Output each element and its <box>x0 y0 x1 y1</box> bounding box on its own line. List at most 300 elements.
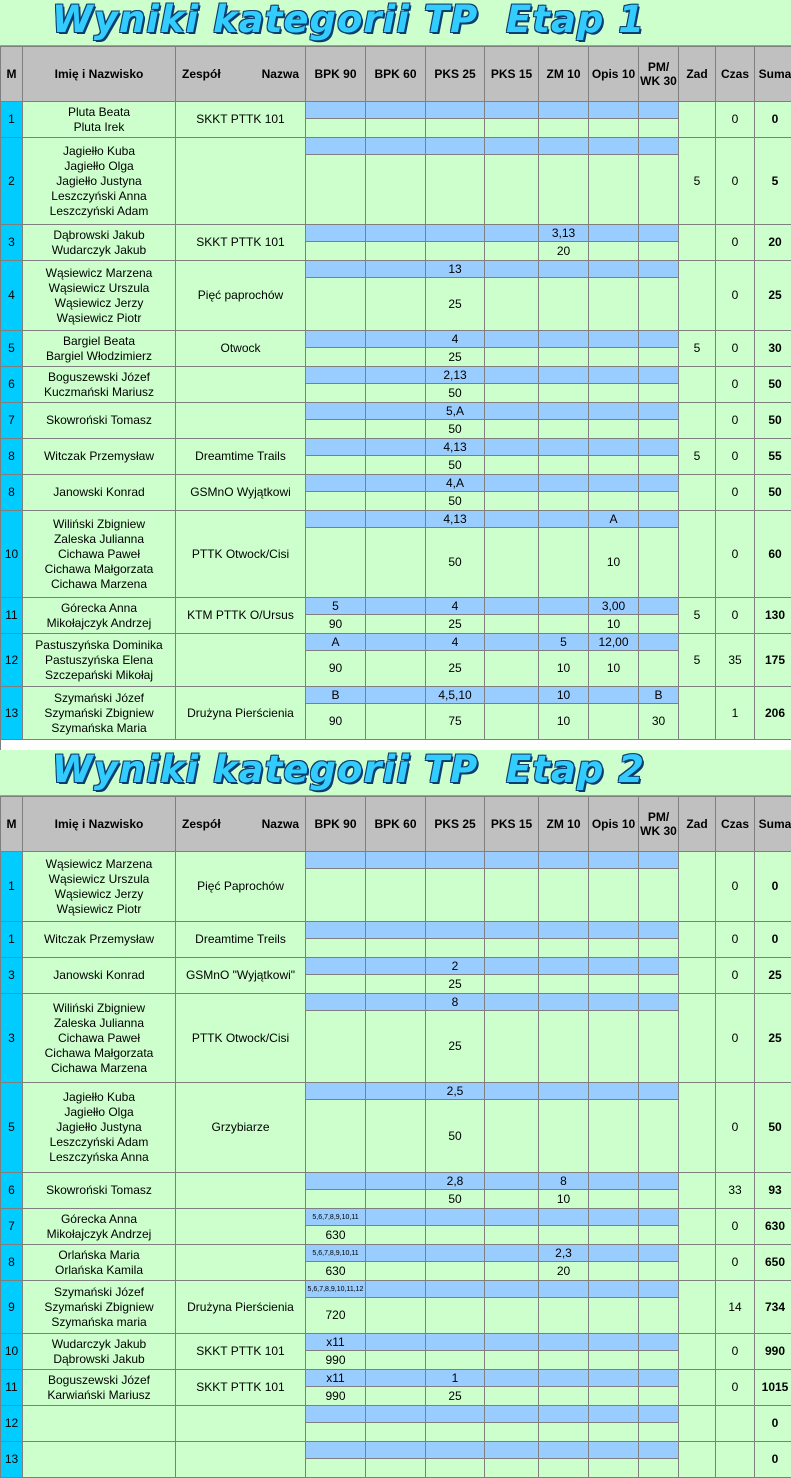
code-cell-opis10 <box>589 958 639 975</box>
points-cell-bpk90 <box>306 869 366 922</box>
points-cell-bpk90 <box>306 1011 366 1083</box>
suma-cell: 175 <box>755 634 791 687</box>
code-cell-pmwk30 <box>639 331 679 348</box>
team-cell <box>176 367 306 403</box>
team-cell: SKKT PTTK 101 <box>176 102 306 138</box>
points-cell-pmwk30 <box>639 1011 679 1083</box>
participant-name: Wąsiewicz Marzena <box>23 266 175 281</box>
code-cell-bpk60 <box>366 1209 426 1226</box>
names-cell <box>23 511 176 598</box>
participant-name: Leszczyński Adam <box>23 1135 175 1150</box>
points-cell-opis10 <box>589 242 639 261</box>
points-cell-pks25: 50 <box>426 1190 485 1209</box>
points-cell-bpk90 <box>306 528 366 598</box>
place-cell: 13 <box>1 1442 23 1478</box>
points-cell-zm10 <box>539 119 589 138</box>
points-cell-pks25: 25 <box>426 615 485 634</box>
code-cell-zm10 <box>539 922 589 939</box>
code-cell-bpk90: 5,6,7,8,9,10,11 <box>306 1209 366 1226</box>
participant-name: Górecka Anna <box>23 601 175 616</box>
names-cell <box>23 922 176 958</box>
points-cell-pks15 <box>485 1423 539 1442</box>
code-cell-pks25: 2 <box>426 958 485 975</box>
suma-cell: 650 <box>755 1245 791 1281</box>
stage1-title: Wyniki kategorii TP Etap 1 <box>52 0 645 41</box>
table-row <box>1 634 791 651</box>
team-cell: PTTK Otwock/Cisi <box>176 511 306 598</box>
table-row <box>1 261 791 278</box>
code-cell-opis10: A <box>589 511 639 528</box>
points-cell-pks15 <box>485 348 539 367</box>
names-cell <box>23 1245 176 1281</box>
participant-name: Jagiełło Kuba <box>23 1090 175 1105</box>
code-cell-zm10 <box>539 994 589 1011</box>
points-cell-pks15 <box>485 1262 539 1281</box>
points-cell-bpk90: 990 <box>306 1351 366 1370</box>
points-cell-bpk60 <box>366 242 426 261</box>
code-cell-zm10 <box>539 598 589 615</box>
points-cell-pks25 <box>426 1459 485 1478</box>
points-cell-pks15 <box>485 528 539 598</box>
suma-cell: 0 <box>755 1406 791 1442</box>
points-cell-bpk60 <box>366 615 426 634</box>
zad-cell: 5 <box>679 598 716 634</box>
zad-cell <box>679 511 716 598</box>
zad-cell <box>679 1406 716 1442</box>
code-cell-zm10 <box>539 1083 589 1100</box>
suma-cell: 50 <box>755 1083 791 1173</box>
czas-cell: 0 <box>716 367 755 403</box>
code-cell-pmwk30 <box>639 598 679 615</box>
team-cell: Drużyna Pierścienia <box>176 1281 306 1334</box>
suma-cell: 630 <box>755 1209 791 1245</box>
code-cell-zm10 <box>539 102 589 119</box>
points-cell-zm10 <box>539 1387 589 1406</box>
points-cell-opis10 <box>589 1387 639 1406</box>
code-cell-zm10 <box>539 403 589 420</box>
points-cell-bpk90 <box>306 1459 366 1478</box>
participant-name: Cichawa Marzena <box>23 577 175 592</box>
participant-name: Wudarczyk Jakub <box>23 243 175 258</box>
team-cell: Dreamtime Treils <box>176 922 306 958</box>
code-cell-bpk60 <box>366 994 426 1011</box>
participant-name: Szymańska Maria <box>23 721 175 736</box>
code-cell-pmwk30: B <box>639 687 679 704</box>
code-cell-zm10 <box>539 138 589 155</box>
points-cell-pks25: 50 <box>426 492 485 511</box>
code-cell-bpk60 <box>366 1083 426 1100</box>
participant-name: Wąsiewicz Urszula <box>23 872 175 887</box>
points-cell-pmwk30 <box>639 278 679 331</box>
names-cell <box>23 1334 176 1370</box>
points-cell-opis10 <box>589 492 639 511</box>
points-cell-zm10 <box>539 1298 589 1334</box>
code-cell-opis10: 12,00 <box>589 634 639 651</box>
code-cell-zm10: 8 <box>539 1173 589 1190</box>
code-cell-opis10 <box>589 367 639 384</box>
zad-cell <box>679 1209 716 1245</box>
points-cell-pmwk30 <box>639 348 679 367</box>
code-cell-bpk60 <box>366 687 426 704</box>
points-cell-pks15 <box>485 278 539 331</box>
points-cell-pmwk30 <box>639 420 679 439</box>
zad-cell <box>679 225 716 261</box>
names-cell <box>23 958 176 994</box>
points-cell-pmwk30 <box>639 1387 679 1406</box>
czas-cell: 1 <box>716 687 755 740</box>
table-row <box>1 1083 791 1100</box>
points-cell-pks15 <box>485 1100 539 1173</box>
points-cell-bpk60 <box>366 939 426 958</box>
points-cell-pmwk30 <box>639 1298 679 1334</box>
points-cell-bpk90: 720 <box>306 1298 366 1334</box>
code-cell-bpk90 <box>306 994 366 1011</box>
code-cell-opis10 <box>589 225 639 242</box>
code-cell-pmwk30 <box>639 511 679 528</box>
code-cell-bpk60 <box>366 367 426 384</box>
points-cell-pks25: 50 <box>426 1100 485 1173</box>
points-cell-pks25 <box>426 869 485 922</box>
zad-cell <box>679 687 716 740</box>
header-pks25: PKS 25 <box>426 797 485 852</box>
code-cell-bpk90: 5 <box>306 598 366 615</box>
points-cell-opis10 <box>589 1226 639 1245</box>
points-cell-bpk90: 90 <box>306 615 366 634</box>
code-cell-pks15 <box>485 1334 539 1351</box>
header-czas: Czas <box>716 47 755 102</box>
zad-cell <box>679 1281 716 1334</box>
place-cell: 13 <box>1 687 23 740</box>
code-cell-pks15 <box>485 403 539 420</box>
code-cell-zm10 <box>539 475 589 492</box>
points-cell-pmwk30 <box>639 1423 679 1442</box>
code-cell-pmwk30 <box>639 1442 679 1459</box>
code-cell-bpk60 <box>366 475 426 492</box>
points-cell-zm10 <box>539 456 589 475</box>
code-cell-opis10 <box>589 331 639 348</box>
participant-name: Wiliński Zbigniew <box>23 1001 175 1016</box>
code-cell-bpk90 <box>306 367 366 384</box>
points-cell-opis10 <box>589 456 639 475</box>
points-cell-zm10 <box>539 615 589 634</box>
points-cell-pks15 <box>485 939 539 958</box>
points-cell-pks25: 25 <box>426 1387 485 1406</box>
code-cell-bpk90: A <box>306 634 366 651</box>
code-cell-opis10 <box>589 1406 639 1423</box>
code-cell-opis10 <box>589 1334 639 1351</box>
participant-name: Cichawa Paweł <box>23 547 175 562</box>
names-cell <box>23 475 176 511</box>
participant-name: Pastuszyńska Dominika <box>23 638 175 653</box>
code-cell-opis10 <box>589 439 639 456</box>
table-row <box>1 439 791 456</box>
team-cell <box>176 634 306 687</box>
points-cell-pks15 <box>485 1387 539 1406</box>
points-cell-bpk60 <box>366 1351 426 1370</box>
participant-name: Zaleska Julianna <box>23 1016 175 1031</box>
zad-cell <box>679 367 716 403</box>
code-cell-pks15 <box>485 102 539 119</box>
participant-name: Kuczmański Mariusz <box>23 385 175 400</box>
code-cell-pks15 <box>485 1406 539 1423</box>
code-cell-zm10 <box>539 1442 589 1459</box>
czas-cell: 0 <box>716 958 755 994</box>
code-cell-bpk60 <box>366 1281 426 1298</box>
points-cell-bpk90: 90 <box>306 651 366 687</box>
code-cell-pks25 <box>426 922 485 939</box>
points-cell-bpk60 <box>366 278 426 331</box>
code-cell-pmwk30 <box>639 1245 679 1262</box>
team-cell: KTM PTTK O/Ursus <box>176 598 306 634</box>
points-cell-bpk60 <box>366 492 426 511</box>
code-cell-pmwk30 <box>639 403 679 420</box>
names-cell <box>23 1209 176 1245</box>
code-cell-pks25: 4,5,10 <box>426 687 485 704</box>
points-cell-bpk60 <box>366 1011 426 1083</box>
suma-cell: 25 <box>755 994 791 1083</box>
code-cell-zm10 <box>539 1406 589 1423</box>
code-cell-bpk60 <box>366 1370 426 1387</box>
suma-cell: 5 <box>755 138 791 225</box>
points-cell-bpk60 <box>366 704 426 740</box>
participant-name: Jagiełło Justyna <box>23 1120 175 1135</box>
header-suma: Suma <box>755 47 791 102</box>
participant-name: Wąsiewicz Marzena <box>23 857 175 872</box>
code-cell-pmwk30 <box>639 1406 679 1423</box>
place-cell: 8 <box>1 475 23 511</box>
code-cell-bpk90: 5,6,7,8,9,10,11 <box>306 1245 366 1262</box>
points-cell-bpk60 <box>366 384 426 403</box>
points-cell-pmwk30 <box>639 1459 679 1478</box>
names-cell <box>23 994 176 1083</box>
team-cell: Otwock <box>176 331 306 367</box>
zad-cell: 5 <box>679 439 716 475</box>
code-cell-pks15 <box>485 852 539 869</box>
participant-name: Wąsiewicz Urszula <box>23 281 175 296</box>
header-team <box>176 797 306 852</box>
points-cell-zm10: 10 <box>539 1190 589 1209</box>
zad-cell <box>679 1173 716 1209</box>
points-cell-pmwk30 <box>639 939 679 958</box>
place-cell: 10 <box>1 511 23 598</box>
code-cell-pks15 <box>485 598 539 615</box>
header-name: Imię i Nazwisko <box>23 797 176 852</box>
participant-name: Dąbrowski Jakub <box>23 1352 175 1367</box>
header-czas: Czas <box>716 797 755 852</box>
points-cell-opis10 <box>589 704 639 740</box>
header-pmwk30: PM/ WK 30 <box>639 47 679 102</box>
place-cell: 11 <box>1 598 23 634</box>
names-cell <box>23 225 176 261</box>
suma-cell: 990 <box>755 1334 791 1370</box>
participant-name: Szymański Józef <box>23 691 175 706</box>
code-cell-bpk60 <box>366 403 426 420</box>
points-cell-pmwk30 <box>639 528 679 598</box>
header-row <box>1 797 791 852</box>
header-row <box>1 47 791 102</box>
participant-name: Pluta Beata <box>23 105 175 120</box>
code-cell-bpk90 <box>306 225 366 242</box>
points-cell-pks25: 50 <box>426 456 485 475</box>
participant-name: Jagiełło Justyna <box>23 174 175 189</box>
header-pks15: PKS 15 <box>485 47 539 102</box>
participant-name: Cichawa Marzena <box>23 1061 175 1076</box>
czas-cell: 0 <box>716 1209 755 1245</box>
points-cell-opis10 <box>589 155 639 225</box>
code-cell-pmwk30 <box>639 1370 679 1387</box>
team-cell: Grzybiarze <box>176 1083 306 1173</box>
table-row <box>1 994 791 1011</box>
place-cell: 1 <box>1 922 23 958</box>
code-cell-bpk60 <box>366 1442 426 1459</box>
code-cell-bpk90 <box>306 403 366 420</box>
code-cell-pmwk30 <box>639 138 679 155</box>
czas-cell: 0 <box>716 439 755 475</box>
code-cell-bpk60 <box>366 102 426 119</box>
code-cell-bpk60 <box>366 225 426 242</box>
points-cell-pks15 <box>485 615 539 634</box>
participant-name: Boguszewski Józef <box>23 1373 175 1388</box>
code-cell-bpk60 <box>366 261 426 278</box>
suma-cell: 50 <box>755 475 791 511</box>
participant-name: Bargiel Beata <box>23 334 175 349</box>
table-row <box>1 1209 791 1226</box>
code-cell-bpk90 <box>306 1442 366 1459</box>
code-cell-pmwk30 <box>639 852 679 869</box>
points-cell-bpk90 <box>306 278 366 331</box>
points-cell-pks15 <box>485 1190 539 1209</box>
points-cell-bpk60 <box>366 1226 426 1245</box>
points-cell-bpk60 <box>366 1262 426 1281</box>
code-cell-pks25 <box>426 102 485 119</box>
points-cell-pks25: 75 <box>426 704 485 740</box>
czas-cell <box>716 1442 755 1478</box>
czas-cell: 0 <box>716 511 755 598</box>
place-cell: 9 <box>1 1281 23 1334</box>
points-cell-bpk90 <box>306 119 366 138</box>
table-row <box>1 403 791 420</box>
code-cell-pks25: 4,13 <box>426 439 485 456</box>
participant-name: Pluta Irek <box>23 120 175 135</box>
header-m: M <box>1 47 23 102</box>
team-cell <box>176 403 306 439</box>
stage2-title-band <box>0 750 791 796</box>
place-cell: 6 <box>1 1173 23 1209</box>
names-cell <box>23 138 176 225</box>
czas-cell: 0 <box>716 1083 755 1173</box>
code-cell-bpk90 <box>306 511 366 528</box>
participant-name: Karwiański Mariusz <box>23 1388 175 1403</box>
points-cell-bpk60 <box>366 348 426 367</box>
code-cell-bpk90 <box>306 261 366 278</box>
czas-cell: 0 <box>716 403 755 439</box>
code-cell-pks15 <box>485 1173 539 1190</box>
participant-name: Dąbrowski Jakub <box>23 228 175 243</box>
points-cell-pks25: 50 <box>426 420 485 439</box>
points-cell-zm10 <box>539 278 589 331</box>
points-cell-bpk90: 630 <box>306 1262 366 1281</box>
points-cell-bpk60 <box>366 1100 426 1173</box>
team-cell: Drużyna Pierścienia <box>176 687 306 740</box>
participant-name: Skowroński Tomasz <box>23 1183 175 1198</box>
participant-name: Orlańska Kamila <box>23 1263 175 1278</box>
names-cell <box>23 1173 176 1209</box>
points-cell-zm10 <box>539 1351 589 1370</box>
code-cell-pks25: 4,13 <box>426 511 485 528</box>
code-cell-pmwk30 <box>639 1083 679 1100</box>
points-cell-opis10 <box>589 1423 639 1442</box>
points-cell-bpk90 <box>306 155 366 225</box>
place-cell: 8 <box>1 439 23 475</box>
code-cell-pks15 <box>485 687 539 704</box>
header-bpk90: BPK 90 <box>306 47 366 102</box>
participant-name: Witczak Przemysław <box>23 449 175 464</box>
code-cell-pks25 <box>426 1334 485 1351</box>
points-cell-bpk90 <box>306 242 366 261</box>
points-cell-opis10 <box>589 939 639 958</box>
points-cell-pks25 <box>426 119 485 138</box>
points-cell-pks15 <box>485 1298 539 1334</box>
code-cell-zm10 <box>539 852 589 869</box>
place-cell: 12 <box>1 1406 23 1442</box>
code-cell-opis10 <box>589 1083 639 1100</box>
table-row <box>1 1370 791 1387</box>
czas-cell <box>716 1406 755 1442</box>
place-cell: 10 <box>1 1334 23 1370</box>
code-cell-pks25 <box>426 138 485 155</box>
points-cell-zm10 <box>539 420 589 439</box>
points-cell-pks15 <box>485 869 539 922</box>
points-cell-pks15 <box>485 384 539 403</box>
participant-name: Bargiel Włodzimierz <box>23 349 175 364</box>
code-cell-bpk60 <box>366 1245 426 1262</box>
participant-name: Wąsiewicz Jerzy <box>23 887 175 902</box>
team-cell: GSMnO "Wyjątkowi" <box>176 958 306 994</box>
points-cell-opis10 <box>589 1190 639 1209</box>
points-cell-opis10: 10 <box>589 615 639 634</box>
team-cell: GSMnO Wyjątkowi <box>176 475 306 511</box>
code-cell-pks15 <box>485 511 539 528</box>
code-cell-bpk90: B <box>306 687 366 704</box>
points-cell-bpk90 <box>306 1423 366 1442</box>
table-row <box>1 102 791 119</box>
code-cell-zm10 <box>539 1334 589 1351</box>
suma-cell: 60 <box>755 511 791 598</box>
points-cell-pmwk30 <box>639 1351 679 1370</box>
names-cell <box>23 687 176 740</box>
table-row <box>1 687 791 704</box>
participant-name: Szczepański Mikołaj <box>23 668 175 683</box>
team-cell: SKKT PTTK 101 <box>176 1334 306 1370</box>
suma-cell: 130 <box>755 598 791 634</box>
place-cell: 1 <box>1 852 23 922</box>
names-cell <box>23 1083 176 1173</box>
names-cell <box>23 261 176 331</box>
code-cell-pmwk30 <box>639 1334 679 1351</box>
code-cell-opis10 <box>589 922 639 939</box>
points-cell-bpk90 <box>306 420 366 439</box>
points-cell-pmwk30 <box>639 975 679 994</box>
code-cell-zm10 <box>539 439 589 456</box>
suma-cell: 30 <box>755 331 791 367</box>
participant-name: Szymański Józef <box>23 1285 175 1300</box>
code-cell-bpk60 <box>366 1334 426 1351</box>
suma-cell: 20 <box>755 225 791 261</box>
header-bpk60: BPK 60 <box>366 47 426 102</box>
code-cell-pks15 <box>485 1245 539 1262</box>
points-cell-pks15 <box>485 492 539 511</box>
suma-cell: 206 <box>755 687 791 740</box>
